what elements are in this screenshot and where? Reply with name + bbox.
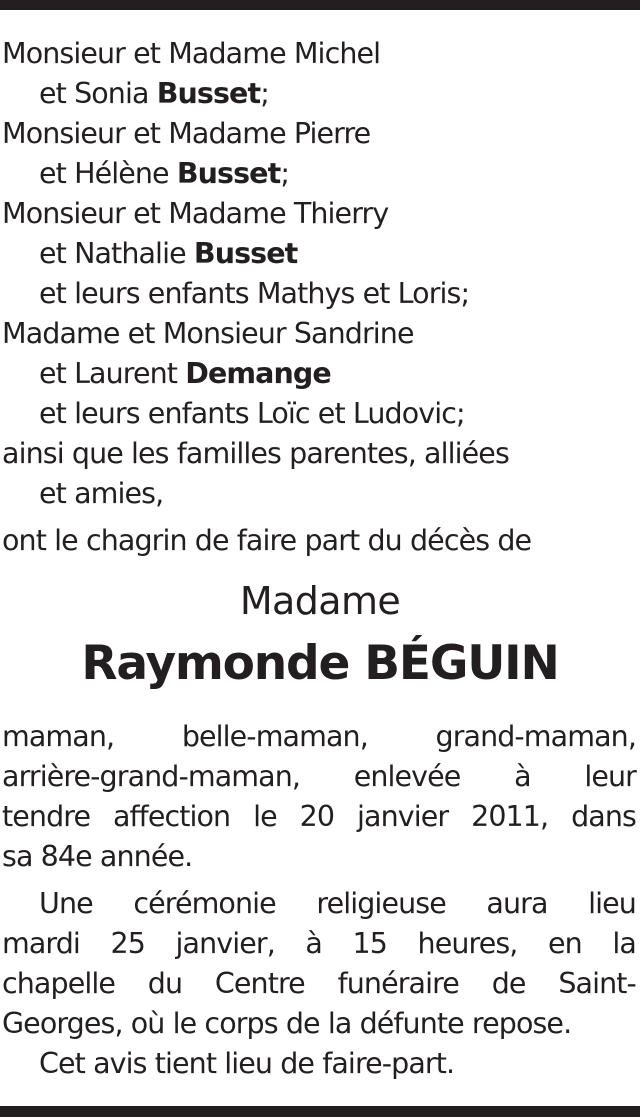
- paragraph-line: [2, 924, 636, 964]
- family-line: [2, 74, 638, 114]
- family-line-text: et amies,: [39, 477, 164, 510]
- word: 25: [110, 927, 145, 960]
- word: janvier,: [175, 927, 275, 960]
- word: lieu: [588, 887, 636, 920]
- family-list: [2, 34, 638, 514]
- paragraph-line: [2, 964, 636, 1004]
- word: à: [305, 927, 322, 960]
- word: Saint-: [558, 967, 636, 1000]
- family-line-text: et Hélène: [39, 157, 177, 190]
- family-line: [2, 34, 638, 74]
- family-surname: Demange: [185, 357, 331, 390]
- word: 2011,: [471, 800, 549, 833]
- deceased-name: Raymonde BÉGUIN: [81, 636, 559, 691]
- ceremony-paragraph: [2, 884, 636, 1084]
- word: arrière-grand-maman,: [2, 760, 301, 793]
- family-line-text: et leurs enfants Loïc et Ludovic;: [39, 397, 465, 430]
- family-line: [2, 234, 638, 274]
- word: affection: [112, 800, 231, 833]
- word: belle-maman,: [181, 720, 368, 753]
- word: la: [612, 927, 636, 960]
- paragraph-line: [2, 757, 636, 797]
- word: le: [253, 800, 277, 833]
- word: à: [514, 760, 531, 793]
- word: janvier: [357, 800, 449, 833]
- closing-line: Cet avis tient lieu de faire-part.: [39, 1047, 455, 1080]
- family-line-punctuation: ;: [280, 157, 290, 190]
- word: 20: [299, 800, 335, 833]
- family-line: [2, 114, 638, 154]
- family-line-text: et leurs enfants Mathys et Loris;: [39, 277, 470, 310]
- family-line: [2, 154, 638, 194]
- family-line-punctuation: ;: [260, 77, 269, 110]
- biography-paragraph: [2, 717, 636, 877]
- word: tendre: [2, 800, 91, 833]
- family-line-text: Monsieur et Madame Michel: [2, 37, 381, 70]
- family-line: [2, 194, 638, 234]
- word: leur: [584, 760, 636, 793]
- word: cérémonie: [133, 887, 276, 920]
- word: maman,: [2, 720, 115, 753]
- family-line-text: Monsieur et Madame Pierre: [2, 117, 371, 150]
- announcement-intro: ont le chagrin de faire part du décès de: [2, 524, 532, 557]
- family-line: [2, 394, 638, 434]
- family-line: [2, 274, 638, 314]
- deceased-honorific: Madame: [239, 579, 401, 623]
- word: religieuse: [316, 887, 446, 920]
- family-line-text: et Laurent: [39, 357, 186, 390]
- family-line: [2, 314, 638, 354]
- paragraph-line: Georges, où le corps de la défunte repose.: [2, 1007, 572, 1040]
- word: aura: [486, 887, 548, 920]
- family-line-text: et Nathalie: [39, 237, 194, 270]
- word: funéraire: [337, 967, 459, 1000]
- family-line-text: et Sonia: [39, 77, 157, 110]
- word: de: [491, 967, 526, 1000]
- word: Une: [39, 887, 93, 920]
- family-surname: Busset: [156, 77, 261, 110]
- paragraph-line: [2, 717, 636, 757]
- word: grand-maman,: [435, 720, 636, 753]
- family-line-text: Monsieur et Madame Thierry: [2, 197, 389, 230]
- family-line-text: ainsi que les familles parentes, alliées: [2, 437, 509, 470]
- family-surname: Busset: [193, 237, 298, 270]
- paragraph-line: [2, 884, 636, 924]
- top-border-rule: [0, 0, 640, 10]
- word: Centre: [214, 967, 305, 1000]
- word: enlevée: [353, 760, 461, 793]
- word: en: [548, 927, 582, 960]
- word: 15: [352, 927, 387, 960]
- word: heures,: [417, 927, 518, 960]
- family-line: [2, 474, 638, 514]
- family-line: [2, 354, 638, 394]
- word: chapelle: [2, 967, 115, 1000]
- word: mardi: [2, 927, 80, 960]
- paragraph-line: sa 84e année.: [2, 840, 193, 873]
- bottom-border-rule: [0, 1106, 640, 1117]
- family-line: [2, 434, 638, 474]
- word: du: [147, 967, 183, 1000]
- word: dans: [571, 800, 636, 833]
- family-surname: Busset: [176, 157, 281, 190]
- family-line-text: Madame et Monsieur Sandrine: [2, 317, 414, 350]
- paragraph-line: [2, 797, 636, 837]
